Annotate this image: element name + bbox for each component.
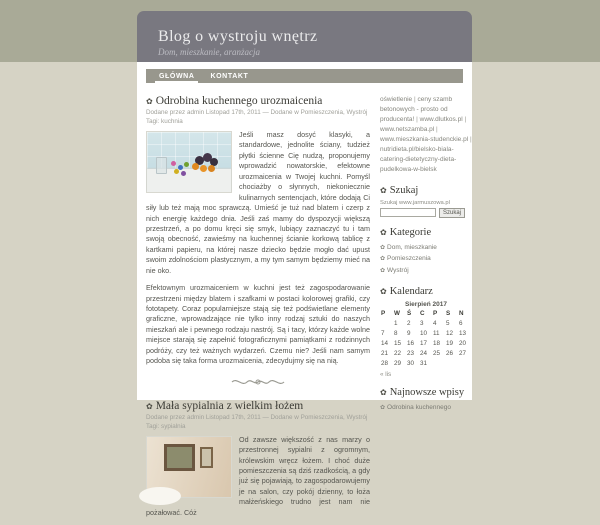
florette-icon: ✿ [146,401,153,411]
page-container [137,62,472,517]
category-label: Dom, mieszkanie [387,243,437,251]
post-paragraph: Jeśli masz dosyć klasyki, a standardowe, jednolite ściany, tudzież płytki ścienne Cię nudzą, proponujemy wprowadzić nowatorskie, efektowne urozmaicenia w Twojej kuchni. Pomyśl chociażby o słynnych, niekoniecznie kulinarnych sentencjach, które dodają Ci siły lub też mają moc sprawczą. Umieść je tuż nad blatem i czerp z nich energię każdego dnia. Jeśli zaś mamy do dyspozycji większą przestrzeń, a po domu kręci się smyk, lubiący zaznaczyć tu i tam swoją obecność, zawieśmy na kuchennej ścianie korkową tablicę z kartkami papieru, na której nasze dziecko będzie mogło dać upust swoim zdolnościom plastycznym, a my tym samym będziemy mieć na nie oko. [146,130,370,275]
bed [139,487,181,505]
post-tags[interactable]: Tagi: kuchnia [146,118,183,125]
post-title-text: Mała sypialnia z wielkim łożem [155,399,304,412]
recent-posts-heading-text: Najnowsze wpisy [389,386,465,398]
florette-bullet-icon: ✿ [380,404,386,411]
search-heading-text: Szukaj [389,184,419,196]
calendar-day-cell: 15 [394,339,402,347]
candy-dot [181,171,186,176]
recent-posts-list [380,402,472,414]
search-label: Szukaj www.jarmuszowa.pl [380,199,450,206]
categories-heading [380,227,472,238]
calendar-prev-month-link[interactable]: « lis [380,370,392,378]
sponsored-links [380,95,472,176]
post-paragraph: Efektownym urozmaiceniem w kuchni jest też zagospodarowanie przestrzeni między blatem i szafkami w postaci kolorowej grafiki, czy fototapety. Coraz popularniejsze stają się też podświetlane elementy graficzne, wprowadzające nie tylko inny rodzaj sztuki do naszych mieszkań ale i pewnego rodzaju nastrój. Są i tacy, którzy każde wolne miejsce starają się zapełnić fotograficznymi pamiątkami z rodzinnych podróży, czy też ważnych wydarzeń. Czemu nie? Jeśli nam samym podoba się taka forma urozmaicenia, zdecydujmy się na nią. [146,283,370,366]
candy-dot [174,169,179,174]
calendar-day-headers [381,310,472,317]
calendar-day-cell [381,320,394,327]
calendar-day-cell: 13 [459,329,467,337]
calendar-day-cell: 21 [381,349,389,357]
post-title-text: Odrobina kuchennego urozmaicenia [155,95,323,107]
calendar-day-cell: 4 [433,319,437,327]
posts-column [146,95,370,525]
flourish-icon [230,377,286,387]
calendar-day-cell: 18 [433,339,441,347]
sponsored-link[interactable]: ceny szamb betonowych - prosto od producenta! | [380,96,452,123]
calendar-day-header: P [381,309,386,317]
calendar-day-header: Ś [407,309,412,317]
calendar-day-header: P [433,309,438,317]
calendar-day-cell: 30 [407,359,415,367]
calendar-day-header: C [420,309,425,317]
calendar-day-cell: 24 [420,349,428,357]
calendar-day-cell: 7 [381,329,385,337]
calendar-day-cell: 2 [407,319,411,327]
florette-bullet-icon: ✿ [380,256,386,263]
calendar-day-cell: 20 [459,339,467,347]
florette-icon: ✿ [380,387,387,397]
post-body [146,435,370,519]
calendar-heading-text: Kalendarz [389,285,433,297]
calendar-day-cell: 1 [394,319,398,327]
picture-frame-small [200,447,213,468]
calendar-day-cell: 14 [381,339,389,347]
kitchen-photo [146,131,232,193]
calendar-day-cell: 8 [394,329,398,337]
search-button[interactable]: Szukaj [439,208,465,218]
post-meta: Dodane przez admin Listopad 17th, 2011 — Dodane w Pomieszczenia, Wystrój [146,109,368,116]
calendar-day-cell: 26 [446,349,454,357]
calendar-day-header: S [446,309,451,317]
florette-icon: ✿ [146,97,153,106]
site-title: Blog o wystroju wnętrz [158,28,318,45]
calendar-day-cell: 28 [381,359,389,367]
calendar-day-cell: 17 [420,339,428,347]
post-tags[interactable]: Tagi: sypialnia [146,422,186,430]
calendar-day-cell: 3 [420,319,424,327]
nav-item-kontakt[interactable]: KONTAKT [210,72,249,80]
post-title[interactable] [146,400,370,412]
category-item[interactable] [380,265,472,277]
sponsored-link[interactable]: www.mieszkania-studenckie.pl | [380,136,472,143]
calendar-days [381,320,472,367]
florette-bullet-icon: ✿ [380,244,386,251]
florette-icon: ✿ [380,286,387,296]
categories-list [380,242,472,277]
search-form [380,208,472,218]
calendar-day-cell: 5 [446,319,450,327]
calendar-day-cell: 19 [446,339,454,347]
content-area [137,83,472,525]
orange-fruit [192,163,199,170]
florette-bullet-icon: ✿ [380,268,386,275]
calendar-day-cell: 29 [394,359,402,367]
post-title[interactable] [146,95,370,107]
category-label: Pomieszczenia [387,255,431,263]
sponsored-link[interactable]: oświetlenie | [380,96,417,103]
post-paragraph: Od zawsze większość z nas marzy o przestronnej sypialni z ogromnym, królewskim wręcz łożem. I choć duże pomieszczenia są dziś rzadkością, a gdy już się pojawiają, to zagospodarowujemy je na salon, czy pokój dzienny, to łoża małżeńskiego trudno jest nam nie pożałować. Cóż [146,434,370,517]
orange-fruit [200,165,207,172]
post-bedroom [146,400,370,519]
calendar-day-cell: 23 [407,349,415,357]
orange-fruit [208,165,215,172]
glass [156,157,167,174]
recent-post-item[interactable] [380,402,472,414]
florette-icon: ✿ [380,185,387,195]
sponsored-link[interactable]: www.netszamba.pl | [380,126,438,133]
post-meta: Dodane przez admin Listopad 17th, 2011 — Dodane w Pomieszczenia, Wystrój [146,413,368,421]
calendar-heading [380,286,472,297]
main-navigation [146,69,463,83]
recent-post-label: Odrobina kuchennego [387,403,451,411]
picture-frame-large [164,444,195,471]
florette-icon: ✿ [380,227,387,237]
post-kitchen [146,95,370,367]
calendar-month: Sierpień 2017 [405,300,447,308]
calendar-day-cell: 10 [420,329,428,337]
category-label: Wystrój [387,267,409,275]
calendar-day-cell: 11 [433,329,440,337]
bedroom-photo [146,436,232,498]
search-heading [380,185,472,196]
calendar-day-cell: 6 [459,319,463,327]
sponsored-link[interactable]: www.dlutkos.pl | [420,116,467,123]
calendar-day-cell: 27 [459,349,467,357]
calendar-day-cell: 9 [407,329,411,337]
calendar-day-cell: 12 [446,329,454,337]
candy-dot [178,165,183,170]
post-body [146,130,370,367]
categories-heading-text: Kategorie [389,226,432,238]
category-item[interactable] [380,253,472,265]
nav-item-glowna[interactable]: GŁÓWNA [159,72,195,80]
candy-dot [171,161,176,166]
calendar-day-header: W [394,309,400,317]
sponsored-link[interactable]: nutridieta.pl/bielsko-biala-catering-dietetyczny-dieta-pudelkowa-w-bielsk [380,146,457,174]
sidebar [380,95,472,525]
category-item[interactable] [380,242,472,254]
calendar-day-header: N [459,309,464,317]
calendar-day-cell: 31 [420,359,428,367]
site-header [137,11,472,63]
calendar-day-cell: 22 [394,349,402,357]
candy-dot [184,162,189,167]
calendar-day-cell: 25 [433,349,441,357]
site-subtitle: Dom, mieszkanie, aranżacja [158,47,260,57]
ornament-divider [146,374,370,392]
search-input[interactable] [380,208,436,217]
calendar-day-cell: 16 [407,339,415,347]
recent-posts-heading [380,387,472,398]
